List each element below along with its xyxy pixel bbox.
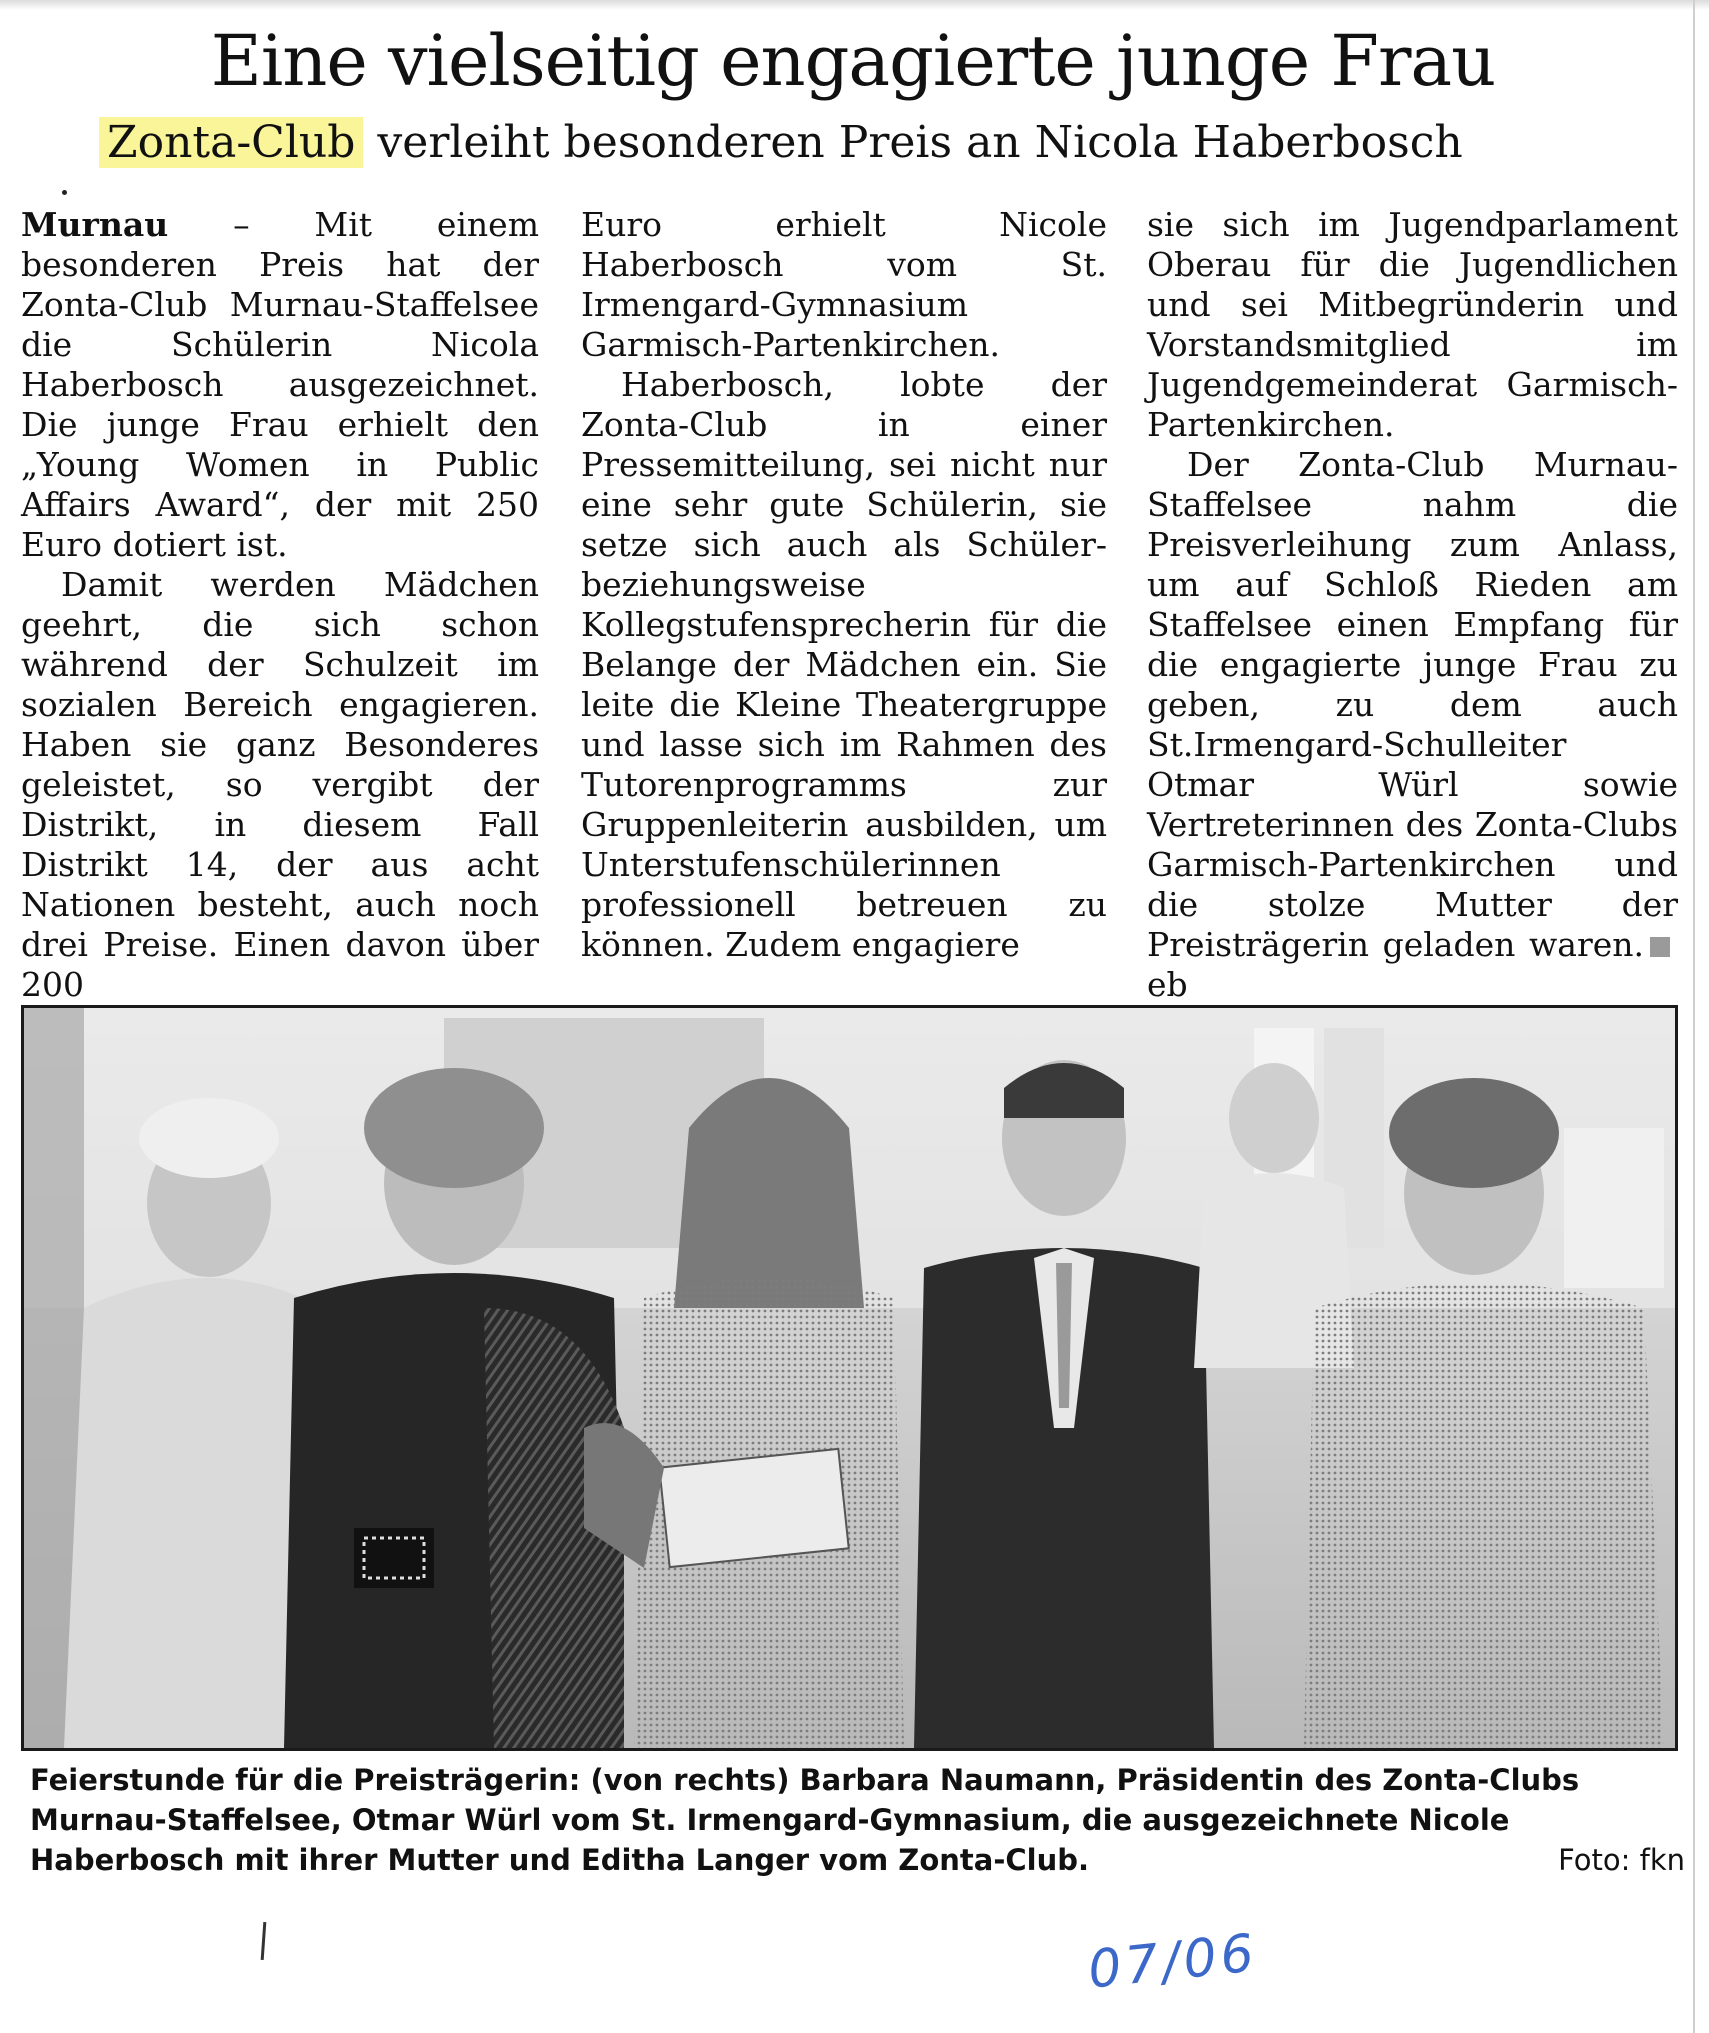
subheadline-highlight: Zonta-Club [99,117,363,168]
headline: Eine vielseitig engagierte junge Frau [210,20,1496,102]
article-photo [21,1005,1678,1751]
subheadline-rest: verleiht besonderen Preis an Nicola Haberbosch [363,117,1463,168]
end-mark-icon [1650,937,1670,957]
handwritten-date-note: 07/06 [1085,1923,1261,2001]
group-photo-illustration [24,1008,1675,1748]
paragraph: Haberbosch, lobte der Zonta-Club in einer Pressemitteilung, sei nicht nur eine sehr gute Schülerin, sie setze sich auch als Schüler- beziehungsweise Kollegstufensprecherin für die Belange der Mädchen ein. Sie leite die Kleine Theatergruppe und lasse sich im Rahmen des Tutorenprogramms zur Gruppenleiterin ausbilden, um Unterstufenschülerinnen professionell betreuen zu können. Zudem engagiere [581,365,1107,964]
paragraph: Damit werden Mädchen geehrt, die sich schon während der Schulzeit im sozialen Bereich engagieren. Haben sie ganz Besonderes geleistet, so vergibt der Distrikt, in diesem Fall Distrikt 14, der aus acht Nationen besteht, auch noch drei Preise. Einen davon über 200 [21,565,539,1004]
subheadline [107,112,1607,174]
print-dot [62,190,67,195]
dateline: Murnau [21,205,169,244]
paragraph: Euro erhielt Nicole Haberbosch vom St. Irmengard-Gymnasium Garmisch-Partenkirchen. [581,205,1107,364]
paragraph-text: Der Zonta-Club Murnau-Staffelsee nahm die Preisverleihung zum Anlass, um auf Schloß Rieden am Staffelsee einen Empfang für die engagierte junge Frau zu geben, zu dem auch St.Irmengard-Schulleiter Otmar Würl sowie Vertreterinnen des Zonta-Clubs Garmisch-Partenkirchen und die stolze Mutter der Preisträgerin geladen waren. [1147,445,1678,964]
paragraph: sie sich im Jugendparlament Oberau für die Jugendlichen und sei Mitbegründerin und Vorstandsmitglied im Jugendgemeinderat Garmisch-Partenkirchen. [1147,205,1678,444]
article-column-3 [1147,205,1678,1005]
pen-mark [261,1922,267,1960]
article-column-1 [21,205,539,1005]
photo-caption: Feierstunde für die Preisträgerin: (von rechts) Barbara Naumann, Präsidentin des Zonta-Clubs Murnau-Staffelsee, Otmar Würl vom St. Irmengard-Gymnasium, die ausgezeichnete Nicole Haberbosch mit ihrer Mutter und Editha Langer vom Zonta-Club. [30,1763,1580,1877]
paragraph [1147,445,1678,1005]
photo-credit: Foto: fkn [1480,1840,1685,1880]
scan-right-edge [1693,0,1695,2033]
paragraph [21,205,539,565]
scan-top-edge [0,0,1709,10]
author-initials: eb [1147,965,1188,1004]
article-column-2 [581,205,1107,965]
paragraph-text: – Mit einem besonderen Preis hat der Zonta-Club Murnau-Staffelsee die Schülerin Nicola Haberbosch ausgezeichnet. Die junge Frau erhielt den „Young Women in Public Affairs Award“, der mit 250 Euro dotiert ist. [21,205,539,564]
